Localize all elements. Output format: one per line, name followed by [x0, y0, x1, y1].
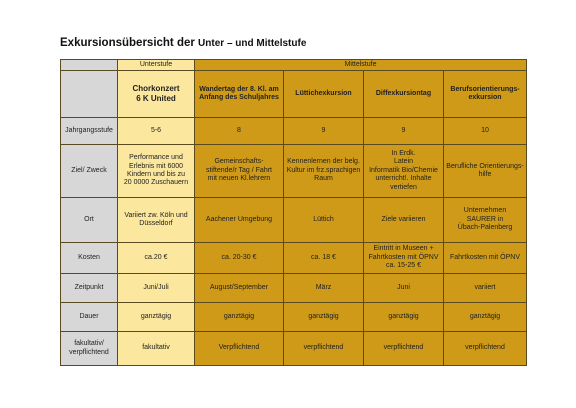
row-label: Ort — [61, 198, 118, 243]
excursion-name-2: Wandertag der 8. Kl. am Anfang des Schuljahres — [195, 71, 284, 118]
table-row — [61, 274, 527, 303]
table-cell: Gemeinschafts- stiftende/r Tag / Fahrt mit neuen Kl.lehrern — [195, 145, 284, 198]
excursion-name-3: Lüttichexkursion — [284, 71, 364, 118]
table-cell: ca.20 € — [118, 243, 195, 274]
excursion-name-4: Diffexkursiontag — [364, 71, 444, 118]
table-cell: 10 — [444, 118, 527, 145]
table-cell: 9 — [364, 118, 444, 145]
table-cell: Aachener Umgebung — [195, 198, 284, 243]
table-cell: ca. 18 € — [284, 243, 364, 274]
table-cell: Fahrtkosten mit ÖPNV — [444, 243, 527, 274]
excursion-name-row — [61, 71, 527, 118]
mittelstufe-header: Mittelstufe — [195, 60, 527, 71]
table-cell: verpflichtend — [284, 332, 364, 366]
row-label: Ziel/ Zweck — [61, 145, 118, 198]
title-rest: Unter – und Mittelstufe — [198, 38, 307, 49]
table-cell: ganztägig — [444, 303, 527, 332]
table-cell: In Erdk. Latein Informatik Bio/Chemie unterricht!. Inhalte vertiefen — [364, 145, 444, 198]
table-cell: Variiert zw. Köln und Düsseldorf — [118, 198, 195, 243]
table-cell: verpflichtend — [364, 332, 444, 366]
table-cell: August/September — [195, 274, 284, 303]
table-cell: verpflichtend — [444, 332, 527, 366]
table-cell: Performance und Erlebnis mit 6000 Kindern und bis zu 20 0000 Zuschauern — [118, 145, 195, 198]
table-cell: Juni/Juli — [118, 274, 195, 303]
page-title — [60, 37, 306, 49]
table-row — [61, 303, 527, 332]
table-row — [61, 198, 527, 243]
table-cell: Unternehmen SAURER in Übach-Palenberg — [444, 198, 527, 243]
table-row — [61, 145, 527, 198]
table-cell: ganztägig — [284, 303, 364, 332]
table-row — [61, 243, 527, 274]
title-main: Exkursionsübersicht der — [60, 37, 199, 49]
row-label: Kosten — [61, 243, 118, 274]
table-cell: ganztägig — [118, 303, 195, 332]
row-label: Zeitpunkt — [61, 274, 118, 303]
table-cell: 5-6 — [118, 118, 195, 145]
row-label: Dauer — [61, 303, 118, 332]
table-row — [61, 332, 527, 366]
corner-cell — [61, 60, 118, 71]
row-label: Jahrgangsstufe — [61, 118, 118, 145]
table-cell: Juni — [364, 274, 444, 303]
table-cell: fakultativ — [118, 332, 195, 366]
table-cell: März — [284, 274, 364, 303]
unterstufe-header: Unterstufe — [118, 60, 195, 71]
excursion-name-1: Chorkonzert 6 K United — [118, 71, 195, 118]
table-cell: Lüttich — [284, 198, 364, 243]
table-cell: Eintritt in Museen + Fahrtkosten mit ÖPNV ca. 15-25 € — [364, 243, 444, 274]
row-label: fakultativ/ verpflichtend — [61, 332, 118, 366]
table-cell: 9 — [284, 118, 364, 145]
table-cell: Verpflichtend — [195, 332, 284, 366]
table-cell: Ziele variieren — [364, 198, 444, 243]
table-cell: variiert — [444, 274, 527, 303]
excursion-name-5: Berufsorientierungs- exkursion — [444, 71, 527, 118]
table-cell: 8 — [195, 118, 284, 145]
name-label-cell — [61, 71, 118, 118]
table-cell: Berufliche Orientierungs- hilfe — [444, 145, 527, 198]
table-cell: Kennenlernen der belg. Kultur im frz.sprachigen Raum — [284, 145, 364, 198]
table-cell: ganztägig — [364, 303, 444, 332]
stage-header-row — [61, 60, 527, 71]
table-row — [61, 118, 527, 145]
excursion-table — [60, 59, 527, 366]
table-cell: ca. 20-30 € — [195, 243, 284, 274]
table-cell: ganztägig — [195, 303, 284, 332]
